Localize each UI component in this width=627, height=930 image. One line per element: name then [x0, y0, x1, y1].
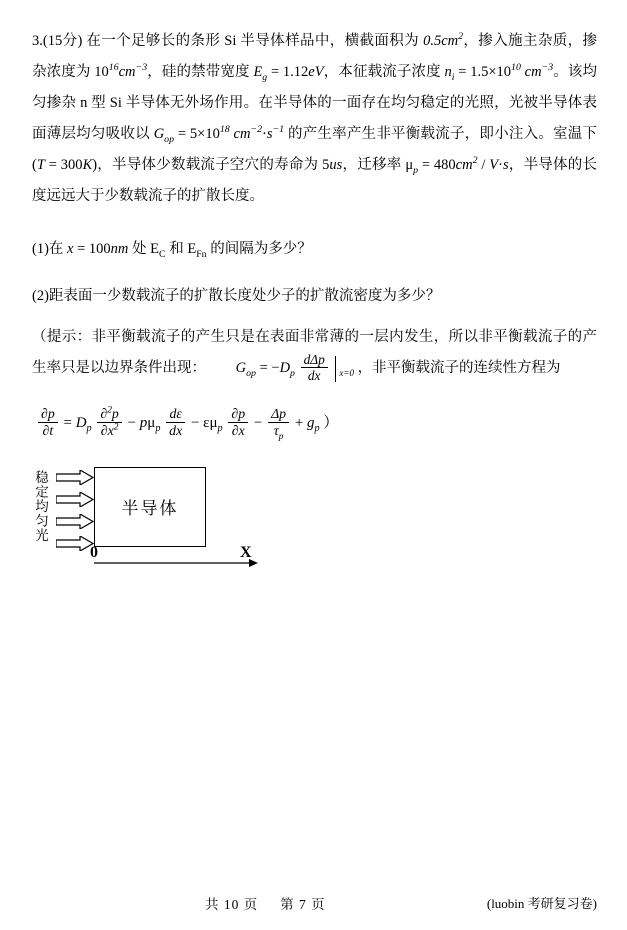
q1-suffix: 的间隔为多少？	[206, 241, 312, 257]
continuity-equation	[36, 407, 597, 440]
semiconductor-box-label: 半导体	[121, 499, 179, 518]
q1-middle: 处 E	[128, 241, 160, 257]
question-number: 3.(15分) 在一个足够长的条形 Si 半导体样品中，横截面积为	[32, 33, 424, 49]
hint-closing-paren: ）	[323, 414, 339, 431]
x-axis-arrow-icon	[94, 557, 259, 569]
paragraph-main	[32, 26, 597, 212]
q1-sub-fn: Fn	[196, 248, 207, 260]
question-body	[32, 26, 597, 440]
bandgap-energy: $E_g = 1.12eV$	[253, 64, 324, 83]
q1-position-value: x = 100nm	[67, 241, 129, 257]
page-number-group	[205, 893, 326, 913]
light-arrow-icon	[56, 514, 94, 529]
light-arrow-icon	[56, 536, 94, 551]
sub-question-2: (2)距表面一少数载流子的扩散长度处少子的扩散流密度为多少？	[32, 288, 441, 304]
hint-block	[32, 322, 597, 389]
q1-sub-c: C	[159, 248, 166, 260]
footer-total-prefix: 共	[205, 897, 220, 912]
footer-page-word-2: 页	[311, 897, 326, 912]
generation-rate: $G_{op} = 5\times 10^{18}$ $cm^{-2}\cdot s^{-1}$	[153, 124, 285, 145]
text-after-eg: ，本征载流子浓度	[323, 64, 445, 80]
footer-page-word: 页	[243, 897, 259, 912]
text-after-mu: ，半导体的长度远远大于少数载流子的扩散长度。	[32, 157, 597, 204]
semiconductor-figure	[32, 462, 302, 572]
hint-tail-text: ，非平衡载流子的连续性方程为	[357, 360, 561, 377]
footer-current-prefix: 第	[280, 897, 295, 912]
footer-total-pages: 10	[223, 897, 240, 912]
text-after-tau: ，迁移率	[342, 157, 406, 173]
intrinsic-carrier-concentration: $n_i = 1.5\times 10^{10}$ $cm^{-3}$	[444, 62, 554, 83]
text-after-temp: ，半导体少数载流子空穴的寿命为	[97, 157, 323, 173]
semiconductor-box	[94, 467, 206, 547]
footer-current-page: 7	[299, 897, 307, 912]
sub-question-1	[32, 234, 597, 265]
text-after-ni: 。该均匀掺杂 n 型 Si 半导体无外场作用。在半导体的一面存在均匀稳定的光照，光被半导体表面薄层均匀吸收以	[32, 64, 598, 142]
light-arrow-icon	[56, 470, 94, 485]
footer-source: (luobin 考研复习卷)	[486, 896, 597, 911]
boundary-condition-equation: $G_{op} = -D_p$ $\frac{\text{dΔp}}{dx}$ $_{x=0}$	[235, 352, 354, 384]
figure-light-label: 稳定均匀光	[33, 470, 48, 543]
doping-concentration: $10^{16}cm^{-3}$	[94, 62, 148, 80]
x-axis-label: X	[240, 544, 252, 561]
text-after-area: ，掺入施主杂质，掺杂浓度为	[32, 33, 598, 80]
continuity-equation-math: $\frac{\partial p}{\partial t}$ = $D_p$ $\frac{\partial^2p}{\partial x^2}$ − $p\mu_p$ $\frac{d\varepsilon}{dx}$ − $\varepsilon\mu_p$ $\frac{\partial p}{\partial x}$ − $\frac{\Delta p}{\tau_p}$ + $g_p$ ）	[36, 415, 338, 431]
q1-prefix: (1)在	[32, 241, 68, 257]
hint-lead-text: （提示：非平衡载流子的产生只是在表面非常薄的一层内发生，所以非平衡载流子的产生率只是以边界条件出现：	[32, 329, 597, 377]
light-arrow-icon	[56, 492, 94, 507]
mobility-value: $\mu_p = 480cm^2 / V\cdot s$	[405, 155, 509, 176]
text-after-doping: ，硅的禁带宽度	[147, 64, 254, 80]
origin-label: 0	[90, 544, 98, 561]
temperature-value: (T = 300K)	[32, 157, 98, 173]
text-after-gop: 的产生率产生非平衡载流子，即小注入。室温下	[284, 126, 598, 142]
cross-section-area: $0.5cm^2$	[423, 31, 464, 49]
q1-and: 和 E	[165, 241, 197, 257]
lifetime-value: 5us	[322, 157, 343, 173]
